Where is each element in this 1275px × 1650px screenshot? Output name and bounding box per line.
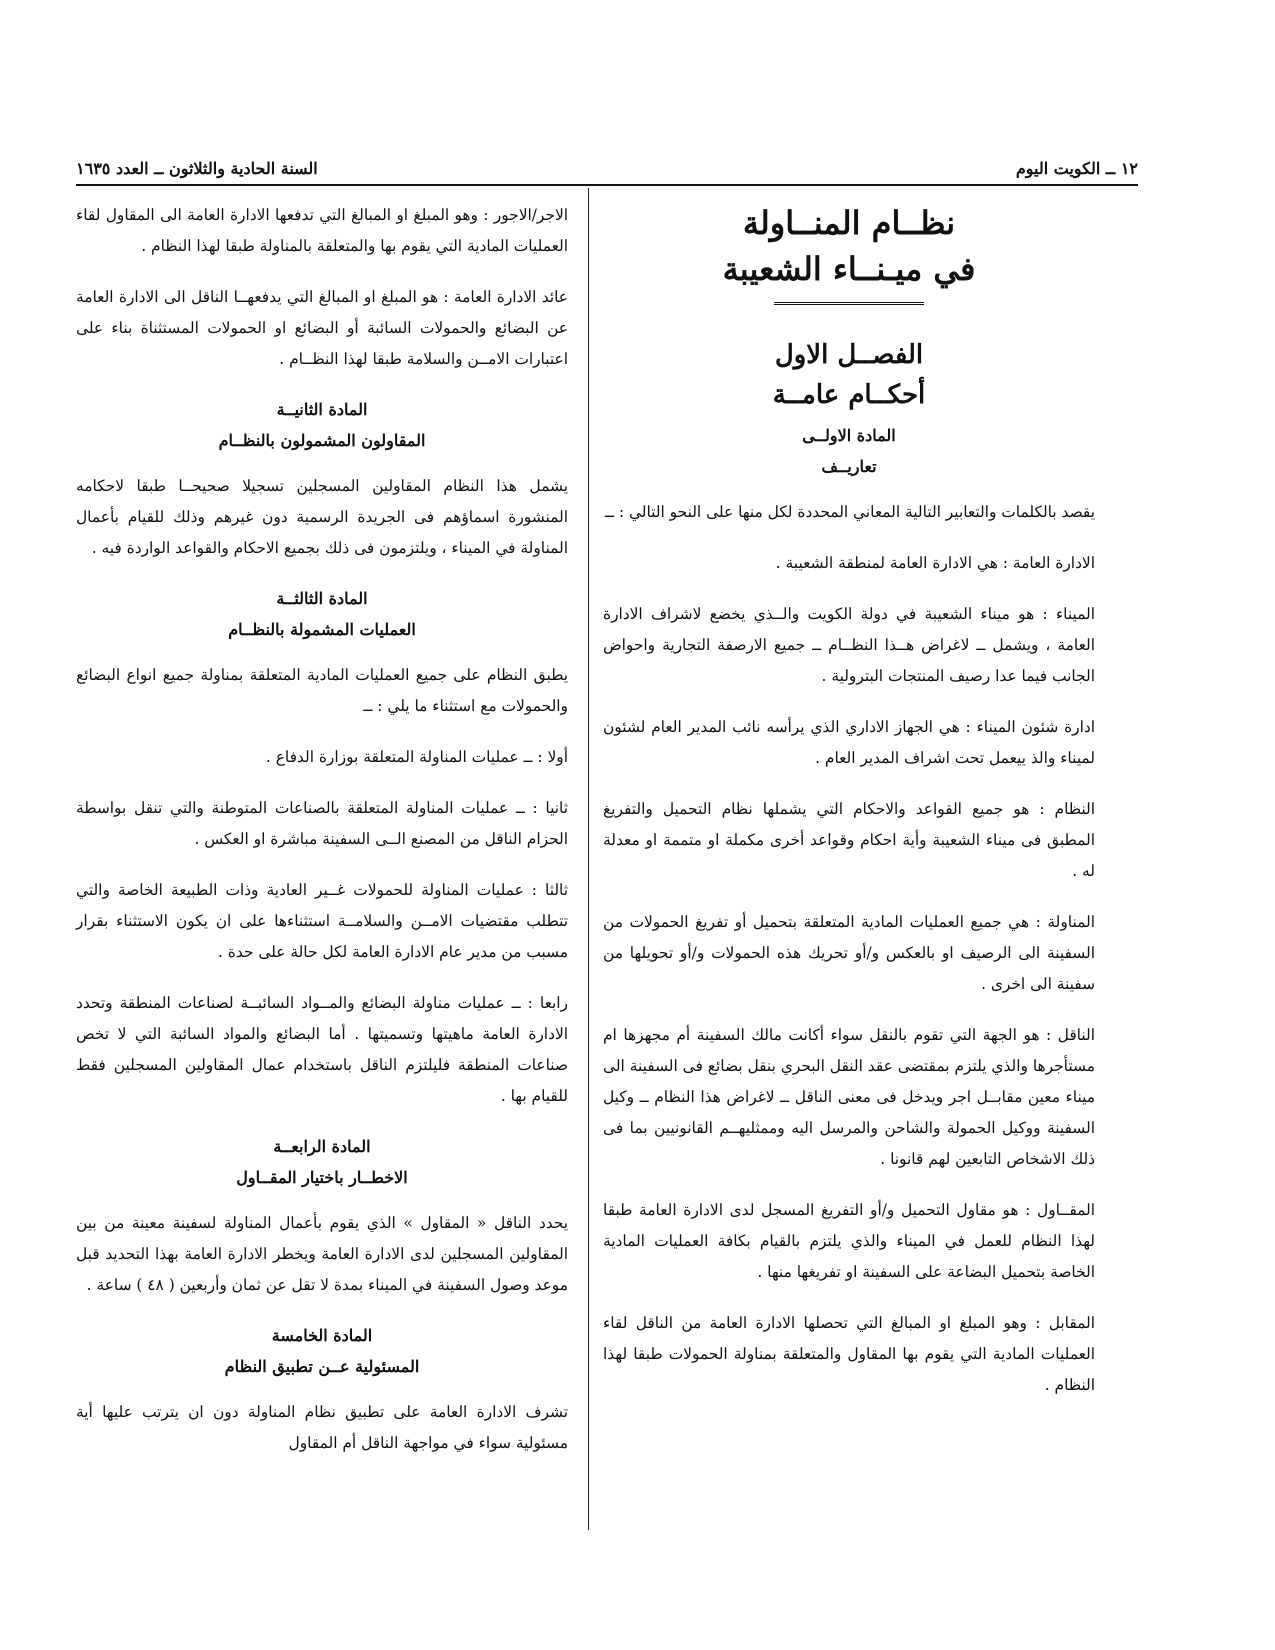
article-4-text: يحدد الناقل « المقاول » الذي يقوم بأعمال المناولة لسفينة معينة من بين المقاولين المسجلين لدى الادارة العامة ويخطر الادارة العامة بهذا التحديد قبل موعد وصول السفينة في الميناء بمدة لا تقل عن ثمان وأربعين ( ٤٨ ) ساعة . [76,1214,568,1294]
definition-port-affairs: ادارة شئون الميناء : هي الجهاز الاداري الذي يرأسه نائب المدير العام لشئون لميناء والذ ييعمل تحت اشراف المدير العام . [603,718,1095,767]
exception-fourth: رابعا : ــ عمليات مناولة البضائع والمــواد السائبــة لصناعات المنطقة وتحدد الادارة العامة ماهيتها وتسميتها . أما البضائع والمواد السائبة التي لا تخص صناعات المنطقة فليلتزم الناقل باستخدام عمال المقاولين المسجلين فقط للقيام بها . [76,994,568,1105]
document-title-line2: في ميـنــاء الشعيبة [722,250,976,288]
exception-third: ثالثا : عمليات المناولة للحمولات غــير العادية وذات الطبيعة الخاصة والتي تتطلب مقتضيات الامــن والسلامــة استثناءها على ان يكون الاستثناء بقرار مسبب من مدير عام الادارة العامة لكل حالة على حدة . [76,881,568,961]
header-rule [76,184,1138,186]
article-5-heading: المادة الخامسة [271,1326,373,1345]
header-page-and-publication: ١٢ ــ الكويت اليوم [1015,158,1138,178]
definition-handling: المناولة : هي جميع العمليات المادية المتعلقة بتحميل أو تفريغ الحمولات من السفينة الى الرصيف او بالعكس و/أو تحريك هذه الحمولات و/أو تحويلها من سفينة الى اخرى . [603,913,1095,993]
definition-system: النظام : هو جميع القواعد والاحكام التي يشملها نظام التحميل والتفريغ المطبق فى ميناء الشعيبة وأية احكام وقواعد أخرى مكملة او متممة او معدلة له . [603,800,1095,880]
exception-second: ثانيا : ــ عمليات المناولة المتعلقة بالصناعات المتوطنة والتي تنقل بواسطة الحزام الناقل من المصنع الــى السفينة مباشرة او العكس . [76,799,568,848]
article-1-heading: المادة الاولــى [802,426,896,445]
header-year-and-issue: السنة الحادية والثلاثون ــ العدد ١٦٣٥ [76,158,318,178]
left-column [76,200,568,1479]
definition-administration-revenue: عائد الادارة العامة : هو المبلغ او المبالغ التي يدفعهــا الناقل الى الادارة العامة عن البضائع والحمولات السائبة أو البضائع او الحمولات المستثناة بناء على اعتبارات الامــن والسلامة طبقا لهذا النظــام . [76,288,568,368]
chapter-title: أحكــام عامــة [772,380,926,410]
definition-wages: الاجر/الاجور : وهو المبلغ او المبالغ التي تدفعها الادارة العامة الى المقاول لقاء العمليات المادية التي يقوم بها والمتعلقة بالمناولة طبقا لهذا النظام . [76,206,568,255]
page-header [76,153,1138,183]
column-divider [588,188,589,1530]
definition-carrier: الناقل : هو الجهة التي تقوم بالنقل سواء أكانت مالك السفينة أم مجهزها ام مستأجرها والذي يلتزم بمقتضى عقد النقل البحري بنقل بضائع فى السفينة الى ميناء معين مقابــل اجر ويدخل فى معنى الناقل ــ لاغراض هذا النظام ــ وكيل السفينة ووكيل الحمولة والشاحن والمرسل اليه وممثليهــم القانونيين بما فى ذلك الاشخاص التابعين لهم قانونا . [603,1026,1095,1168]
article-2-title: المقاولون المشمولون بالنظــام [218,431,426,450]
title-underline [774,302,924,305]
article-1-title: تعاريــف [821,457,877,476]
definition-contractor: المقــاول : هو مقاول التحميل و/أو التفريغ المسجل لدى الادارة العامة طبقا لهذا النظام للعمل في الميناء والذي يلتزم بالقيام بكافة العمليات المادية الخاصة بتحميل البضاعة على السفينة او تفريغها منها . [603,1201,1095,1281]
article-4-title: الاخطــار باختيار المقــاول [236,1168,408,1187]
article-3-title: العمليات المشمولة بالنظــام [228,620,416,639]
definition-consideration: المقابل : وهو المبلغ او المبالغ التي تحصلها الادارة العامة من الناقل لقاء العمليات المادية التي يقوم بها المقاول والمتعلقة بمناولة الحمولات طبقا لهذا النظام . [603,1314,1095,1394]
right-column [603,200,1095,1421]
article-3-text: يطبق النظام على جميع العمليات المادية المتعلقة بمناولة جميع انواع البضائع والحمولات مع استثناء ما يلي : ــ [76,666,568,715]
definition-general-administration: الادارة العامة : هي الادارة العامة لمنطقة الشعيبة . [775,554,1095,572]
article-3-heading: المادة الثالثــة [276,589,368,608]
definition-port: الميناء : هو ميناء الشعيبة في دولة الكويت والــذي يخضع لاشراف الادارة العامة ، ويشمل ــ لاغراض هــذا النظــام ــ جميع الارصفة التجارية واحواض الجانب فيما عدا رصيف المنتجات البترولية . [603,605,1095,685]
exception-first: أولا : ــ عمليات المناولة المتعلقة بوزارة الدفاع . [265,748,568,766]
definitions-intro: يقصد بالكلمات والتعابير التالية المعاني المحددة لكل منها على النحو التالي : ــ [604,503,1095,521]
article-4-heading: المادة الرابعــة [273,1137,371,1156]
article-2-heading: المادة الثانيــة [276,400,368,419]
chapter-heading: الفصــل الاول [774,340,924,370]
article-2-text: يشمل هذا النظام المقاولين المسجلين تسجيلا صحيحــا طبقا لاحكامه المنشورة اسماؤهم فى الجريدة الرسمية دون غيرهم وذلك للقيام بأعمال المناولة في الميناء ، ويلتزمون فى ذلك بجميع الاحكام والقواعد الواردة فيه . [76,477,568,557]
document-title-line1: نظــام المنــاولة [742,204,956,242]
article-5-title: المسئولية عــن تطبيق النظام [224,1357,420,1376]
article-5-text: تشرف الادارة العامة على تطبيق نظام المناولة دون ان يترتب عليها أية مسئولية سواء في مواجهة الناقل أم المقاول [76,1403,568,1452]
